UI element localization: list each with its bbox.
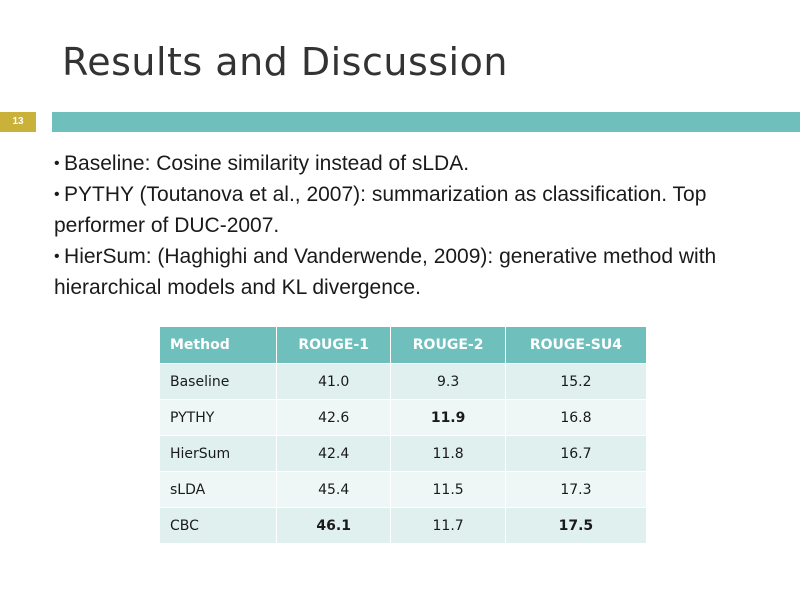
- bullet-icon: •: [54, 248, 65, 265]
- column-header-rouge-su4: ROUGE-SU4: [505, 327, 646, 364]
- table-cell: 11.7: [391, 508, 505, 544]
- bullet-item: [54, 179, 754, 241]
- bullet-icon: •: [54, 155, 65, 172]
- table-cell: CBC: [160, 508, 277, 544]
- table-cell: 42.6: [277, 400, 391, 436]
- bullet-text: HierSum: (Haghighi and Vanderwende, 2009): generative method with hierarchical models and KL divergence.: [54, 245, 717, 299]
- table-row: [160, 364, 647, 400]
- bullet-item: [54, 148, 754, 179]
- table-cell: 45.4: [277, 472, 391, 508]
- column-header-rouge-2: ROUGE-2: [391, 327, 505, 364]
- table-cell: 15.2: [505, 364, 646, 400]
- results-table: [159, 326, 647, 544]
- table-cell: 17.5: [505, 508, 646, 544]
- table-cell: 46.1: [277, 508, 391, 544]
- table-row: [160, 400, 647, 436]
- table-row: [160, 436, 647, 472]
- table-cell: 9.3: [391, 364, 505, 400]
- bullet-list: [54, 148, 754, 303]
- slide-title: Results and Discussion: [62, 40, 508, 84]
- table-cell: 16.7: [505, 436, 646, 472]
- table-cell: HierSum: [160, 436, 277, 472]
- header-accent-bar: [52, 112, 800, 132]
- table-cell: PYTHY: [160, 400, 277, 436]
- column-header-method: Method: [160, 327, 277, 364]
- slide-number: 13: [12, 116, 24, 127]
- table-header-row: [160, 327, 647, 364]
- table-row: [160, 508, 647, 544]
- table-cell: 41.0: [277, 364, 391, 400]
- bullet-text: Baseline: Cosine similarity instead of sLDA.: [64, 152, 470, 175]
- bullet-icon: •: [54, 186, 65, 203]
- table-cell: 11.5: [391, 472, 505, 508]
- table-cell: 11.9: [391, 400, 505, 436]
- table-cell: 42.4: [277, 436, 391, 472]
- table-cell: sLDA: [160, 472, 277, 508]
- bullet-item: [54, 241, 754, 303]
- table-cell: Baseline: [160, 364, 277, 400]
- table-cell: 11.8: [391, 436, 505, 472]
- table-cell: 16.8: [505, 400, 646, 436]
- table-cell: 17.3: [505, 472, 646, 508]
- table-row: [160, 472, 647, 508]
- bullet-text: PYTHY (Toutanova et al., 2007): summarization as classification. Top performer of DUC-2007.: [54, 183, 707, 237]
- column-header-rouge-1: ROUGE-1: [277, 327, 391, 364]
